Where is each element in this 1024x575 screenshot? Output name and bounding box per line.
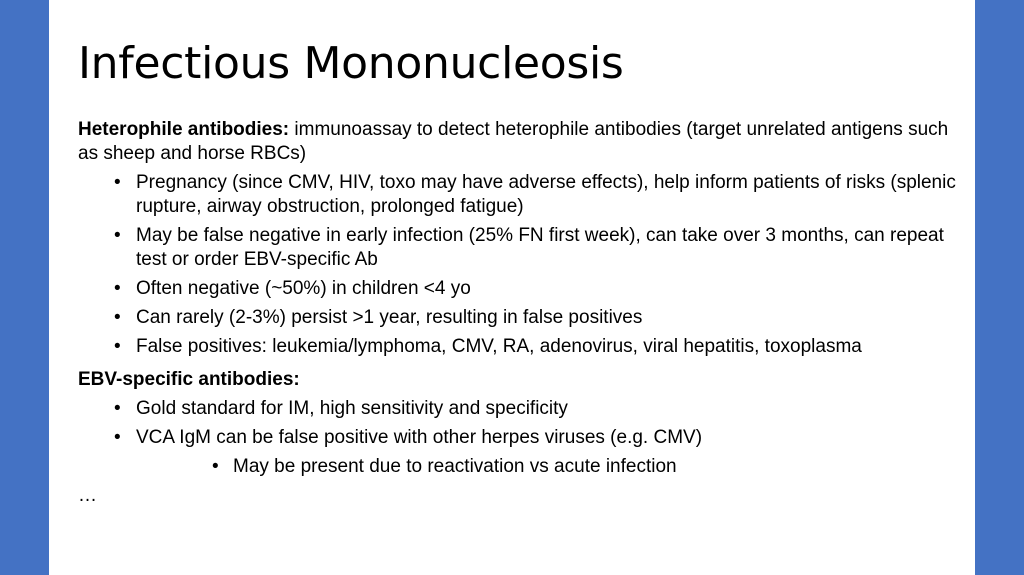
bullet-icon: •	[212, 456, 219, 477]
bullet-text: May be present due to reactivation vs acute infection	[233, 456, 677, 477]
bullet-text: May be false negative in early infection (25% FN first week), can take over 3 months, can repeat test or order EBV-specific Ab	[136, 225, 944, 270]
slide	[49, 0, 975, 575]
right-accent-bar	[975, 0, 1024, 575]
bullet-icon: •	[114, 307, 121, 328]
slide-body	[78, 118, 958, 508]
slide-title: Infectious Mononucleosis	[78, 38, 624, 89]
heterophile-bullet-list	[78, 171, 958, 359]
ebv-heading: EBV-specific antibodies:	[78, 369, 300, 390]
bullet-icon: •	[114, 225, 121, 246]
bullet-text: Gold standard for IM, high sensitivity and specificity	[136, 398, 568, 419]
left-accent-bar	[0, 0, 49, 575]
bullet-text: Often negative (~50%) in children <4 yo	[136, 278, 471, 299]
list-item	[78, 224, 958, 272]
list-item	[78, 306, 958, 330]
list-item	[78, 397, 958, 421]
bullet-icon: •	[114, 172, 121, 193]
bullet-icon: •	[114, 336, 121, 357]
bullet-text: VCA IgM can be false positive with other herpes viruses (e.g. CMV)	[136, 427, 703, 448]
bullet-icon: •	[114, 278, 121, 299]
list-item	[78, 426, 958, 479]
bullet-text: False positives: leukemia/lymphoma, CMV, RA, adenovirus, viral hepatitis, toxoplasma	[136, 336, 862, 357]
list-item	[78, 277, 958, 301]
list-item	[78, 171, 958, 219]
bullet-text: Can rarely (2-3%) persist >1 year, resulting in false positives	[136, 307, 643, 328]
list-item	[136, 455, 958, 479]
bullet-icon: •	[114, 398, 121, 419]
bullet-icon: •	[114, 427, 121, 448]
ebv-sub-bullet-list	[136, 455, 958, 479]
heterophile-heading: Heterophile antibodies:	[78, 119, 290, 140]
heterophile-paragraph	[78, 118, 958, 166]
ebv-bullet-list	[78, 397, 958, 479]
heterophile-description: immunoassay to detect heterophile antibodies (target unrelated antigens such as sheep and horse RBCs)	[78, 119, 949, 164]
continuation-ellipsis: …	[78, 485, 97, 506]
list-item	[78, 335, 958, 359]
bullet-text: Pregnancy (since CMV, HIV, toxo may have adverse effects), help inform patients of risks (splenic rupture, airway obstruction, prolonged fatigue)	[136, 172, 956, 217]
ebv-paragraph	[78, 368, 958, 392]
